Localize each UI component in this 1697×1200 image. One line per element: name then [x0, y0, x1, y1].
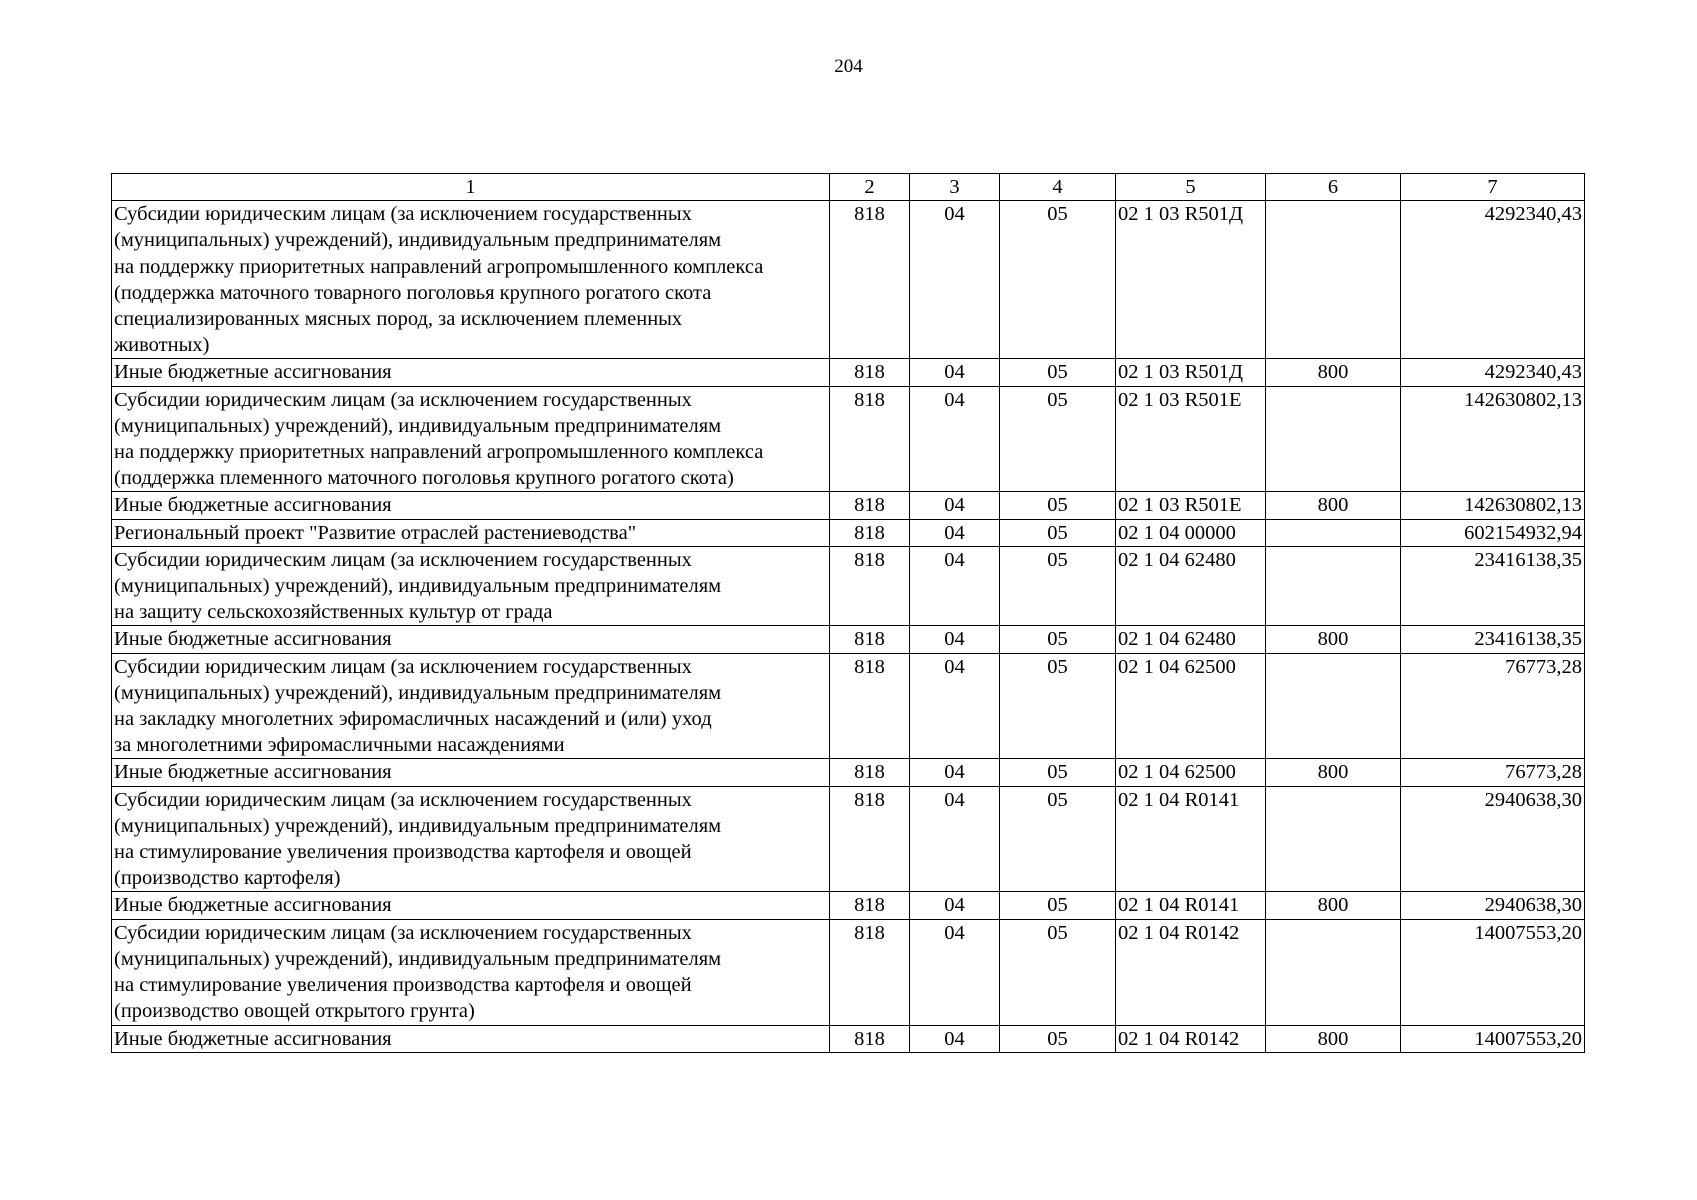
- table-row: [112, 386, 1585, 492]
- cell-target-code: 02 1 03 R501Д: [1116, 359, 1266, 386]
- cell-target-code: 02 1 03 R501Е: [1116, 492, 1266, 519]
- cell-name: Субсидии юридическим лицам (за исключением государственных (муниципальных) учреждений), индивидуальным предпринимателям на закладку многолетних эфиромасличных насаждений и (или) уход за многолетними эфиромасличными насаждениями: [112, 653, 830, 759]
- cell-grbs: 818: [830, 759, 910, 786]
- table-row: [112, 892, 1585, 919]
- cell-target-code: 02 1 04 62480: [1116, 546, 1266, 626]
- cell-subsection: 05: [1000, 626, 1116, 653]
- cell-grbs: 818: [830, 919, 910, 1025]
- cell-target-code: 02 1 04 R0141: [1116, 892, 1266, 919]
- cell-section: 04: [910, 892, 1000, 919]
- cell-expense-type: [1266, 919, 1401, 1025]
- cell-name: Субсидии юридическим лицам (за исключением государственных (муниципальных) учреждений), индивидуальным предпринимателям на поддержку приоритетных направлений агропромышленного комплекса (поддержка маточного товарного поголовья крупного рогатого скота специализированных мясных пород, за исключением племенных животных): [112, 201, 830, 359]
- cell-amount: 23416138,35: [1401, 626, 1585, 653]
- cell-amount: 76773,28: [1401, 653, 1585, 759]
- budget-table: [111, 173, 1585, 1053]
- column-header-5: 5: [1116, 174, 1266, 201]
- cell-grbs: 818: [830, 892, 910, 919]
- cell-name: Иные бюджетные ассигнования: [112, 492, 830, 519]
- cell-grbs: 818: [830, 1025, 910, 1052]
- table-row: [112, 626, 1585, 653]
- cell-section: 04: [910, 759, 1000, 786]
- column-header-7: 7: [1401, 174, 1585, 201]
- cell-amount: 2940638,30: [1401, 892, 1585, 919]
- cell-target-code: 02 1 04 R0141: [1116, 786, 1266, 892]
- cell-grbs: 818: [830, 492, 910, 519]
- page-number: 204: [834, 56, 863, 77]
- cell-section: 04: [910, 386, 1000, 492]
- cell-expense-type: 800: [1266, 892, 1401, 919]
- cell-subsection: 05: [1000, 519, 1116, 546]
- cell-name: Субсидии юридическим лицам (за исключением государственных (муниципальных) учреждений), индивидуальным предпринимателям на поддержку приоритетных направлений агропромышленного комплекса (поддержка племенного маточного поголовья крупного рогатого скота): [112, 386, 830, 492]
- column-header-1: 1: [112, 174, 830, 201]
- header-row: [112, 174, 1585, 201]
- cell-target-code: 02 1 04 62480: [1116, 626, 1266, 653]
- cell-name: Иные бюджетные ассигнования: [112, 626, 830, 653]
- cell-expense-type: [1266, 201, 1401, 359]
- cell-amount: 14007553,20: [1401, 919, 1585, 1025]
- cell-grbs: 818: [830, 653, 910, 759]
- cell-grbs: 818: [830, 359, 910, 386]
- cell-section: 04: [910, 519, 1000, 546]
- table-row: [112, 519, 1585, 546]
- cell-amount: 23416138,35: [1401, 546, 1585, 626]
- table-row: [112, 919, 1585, 1025]
- cell-expense-type: 800: [1266, 759, 1401, 786]
- cell-amount: 602154932,94: [1401, 519, 1585, 546]
- cell-subsection: 05: [1000, 386, 1116, 492]
- cell-expense-type: [1266, 519, 1401, 546]
- cell-expense-type: [1266, 786, 1401, 892]
- cell-amount: 2940638,30: [1401, 786, 1585, 892]
- cell-name: Иные бюджетные ассигнования: [112, 359, 830, 386]
- cell-grbs: 818: [830, 386, 910, 492]
- cell-name: Иные бюджетные ассигнования: [112, 759, 830, 786]
- cell-expense-type: 800: [1266, 626, 1401, 653]
- table-row: [112, 201, 1585, 359]
- column-header-2: 2: [830, 174, 910, 201]
- table-row: [112, 653, 1585, 759]
- cell-subsection: 05: [1000, 359, 1116, 386]
- table-row: [112, 1025, 1585, 1052]
- cell-expense-type: 800: [1266, 1025, 1401, 1052]
- cell-target-code: 02 1 04 62500: [1116, 653, 1266, 759]
- cell-target-code: 02 1 04 62500: [1116, 759, 1266, 786]
- table-row: [112, 546, 1585, 626]
- cell-subsection: 05: [1000, 653, 1116, 759]
- cell-section: 04: [910, 546, 1000, 626]
- cell-subsection: 05: [1000, 201, 1116, 359]
- cell-target-code: 02 1 03 R501Е: [1116, 386, 1266, 492]
- cell-name: Иные бюджетные ассигнования: [112, 1025, 830, 1052]
- column-header-3: 3: [910, 174, 1000, 201]
- cell-target-code: 02 1 04 R0142: [1116, 1025, 1266, 1052]
- cell-subsection: 05: [1000, 919, 1116, 1025]
- column-header-4: 4: [1000, 174, 1116, 201]
- cell-section: 04: [910, 626, 1000, 653]
- cell-section: 04: [910, 786, 1000, 892]
- table-row: [112, 786, 1585, 892]
- cell-expense-type: 800: [1266, 359, 1401, 386]
- cell-section: 04: [910, 1025, 1000, 1052]
- cell-name: Региональный проект "Развитие отраслей растениеводства": [112, 519, 830, 546]
- cell-subsection: 05: [1000, 759, 1116, 786]
- table-row: [112, 759, 1585, 786]
- cell-subsection: 05: [1000, 892, 1116, 919]
- cell-amount: 76773,28: [1401, 759, 1585, 786]
- cell-expense-type: [1266, 386, 1401, 492]
- cell-subsection: 05: [1000, 1025, 1116, 1052]
- cell-target-code: 02 1 04 R0142: [1116, 919, 1266, 1025]
- table-row: [112, 359, 1585, 386]
- cell-section: 04: [910, 653, 1000, 759]
- cell-grbs: 818: [830, 786, 910, 892]
- cell-section: 04: [910, 492, 1000, 519]
- cell-grbs: 818: [830, 201, 910, 359]
- cell-name: Субсидии юридическим лицам (за исключением государственных (муниципальных) учреждений), индивидуальным предпринимателям на стимулирование увеличения производства картофеля и овощей (производство картофеля): [112, 786, 830, 892]
- cell-section: 04: [910, 919, 1000, 1025]
- column-header-6: 6: [1266, 174, 1401, 201]
- cell-name: Иные бюджетные ассигнования: [112, 892, 830, 919]
- cell-section: 04: [910, 201, 1000, 359]
- cell-target-code: 02 1 04 00000: [1116, 519, 1266, 546]
- cell-amount: 4292340,43: [1401, 359, 1585, 386]
- cell-amount: 142630802,13: [1401, 386, 1585, 492]
- cell-expense-type: 800: [1266, 492, 1401, 519]
- cell-grbs: 818: [830, 519, 910, 546]
- cell-subsection: 05: [1000, 786, 1116, 892]
- cell-target-code: 02 1 03 R501Д: [1116, 201, 1266, 359]
- cell-grbs: 818: [830, 546, 910, 626]
- cell-section: 04: [910, 359, 1000, 386]
- cell-expense-type: [1266, 653, 1401, 759]
- cell-name: Субсидии юридическим лицам (за исключением государственных (муниципальных) учреждений), индивидуальным предпринимателям на стимулирование увеличения производства картофеля и овощей (производство овощей открытого грунта): [112, 919, 830, 1025]
- cell-amount: 14007553,20: [1401, 1025, 1585, 1052]
- cell-name: Субсидии юридическим лицам (за исключением государственных (муниципальных) учреждений), индивидуальным предпринимателям на защиту сельскохозяйственных культур от града: [112, 546, 830, 626]
- cell-subsection: 05: [1000, 492, 1116, 519]
- cell-expense-type: [1266, 546, 1401, 626]
- cell-grbs: 818: [830, 626, 910, 653]
- cell-amount: 4292340,43: [1401, 201, 1585, 359]
- cell-amount: 142630802,13: [1401, 492, 1585, 519]
- cell-subsection: 05: [1000, 546, 1116, 626]
- table-row: [112, 492, 1585, 519]
